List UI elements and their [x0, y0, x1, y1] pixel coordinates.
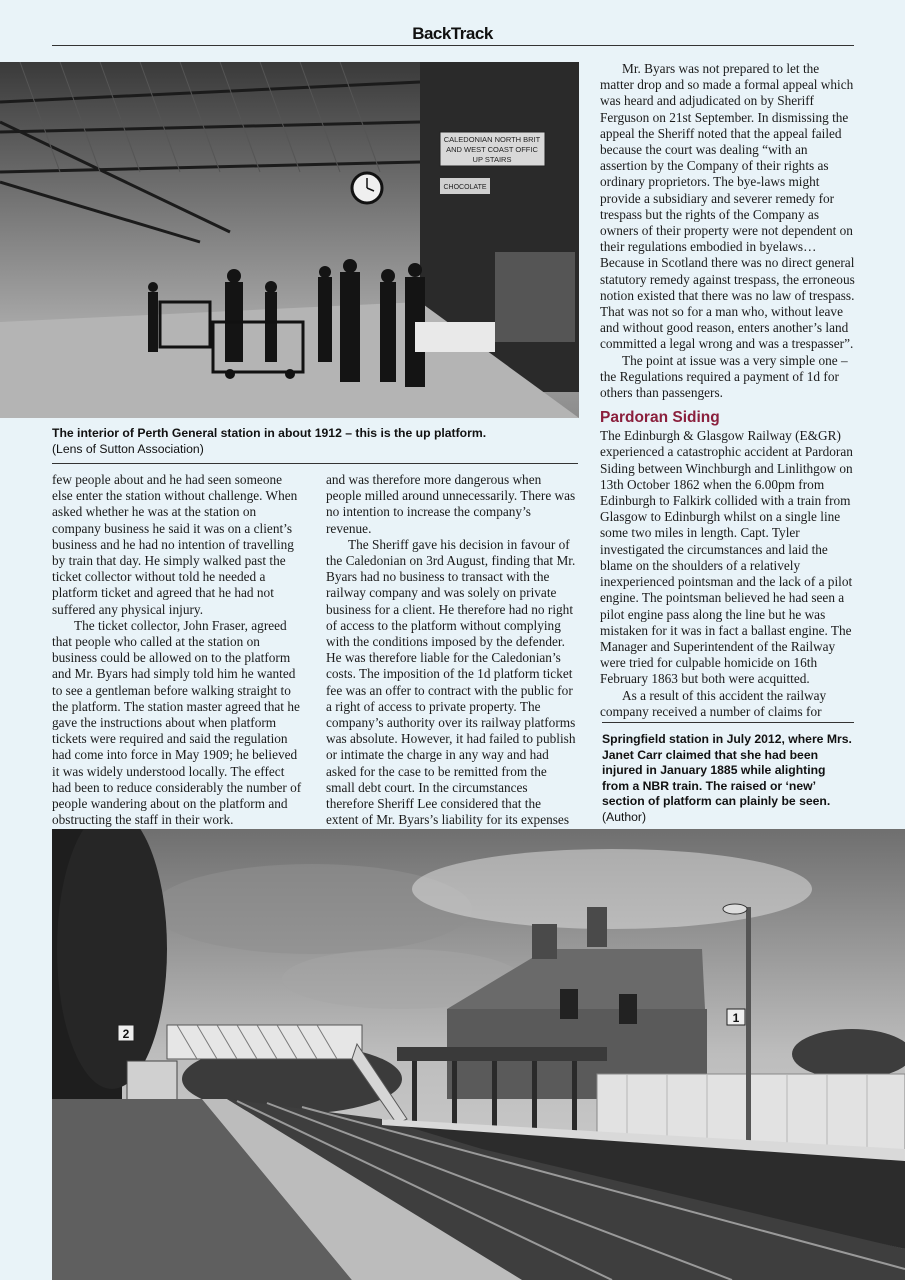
mid-para-1: and was therefore more dangerous when people milled around unnecessarily. There was no intention to increase the company’s revenue.: [326, 472, 576, 536]
mid-para-2: The Sheriff gave his decision in favour of the Caledonian on 3rd August, finding that Mr. Byars had no business to transact with the railway company and was solely on private business for a client. He therefore had no right of access to the platform without complying with the conditions imposed by the defender. He was therefore liable for the Caledonian’s costs. The imposition of the 1d platform ticket fee was an offer to contract with the public for a right of access to private property. The company’s authority over its railway platforms was absolute. However, it had failed to publish or intimate the charge in any way and had asked for the case to be remitted from the small debt court. In the circumstances therefore Sheriff Lee considered that the extent of Mr. Byars’s liability for its expenses: [326, 536, 576, 828]
caption-top-credit: (Lens of Sutton Association): [52, 441, 204, 456]
platform-number-2: 2: [122, 1027, 130, 1041]
photo-perth-station: [0, 62, 579, 418]
right-para-2: The point at issue was a very simple one – the Regulations required a payment of 1d for others than passengers.: [600, 352, 848, 401]
sign-line-3: UP STAIRS: [472, 155, 512, 164]
photo-springfield-station: [52, 829, 905, 1280]
column-right: [600, 61, 856, 720]
magazine-logo: BackTrack: [412, 24, 493, 43]
caption-top-text: The interior of Perth General station in about 1912 – this is the up platform.: [52, 426, 487, 440]
right-para-3: The Edinburgh & Glasgow Railway (E&GR) experienced a catastrophic accident at Pardoran Siding between Winchburgh and Linlithgow on 13th October 1862 when the 6.00pm from Edinburgh to Falkirk collided with a train from Glasgow to Edinburgh whilst on a single line some two miles in length. Capt. Tyler investigated the circumstances and laid the blame on the shoulders of a relatively inexperienced pointsman and the lack of a pilot engine. The pointsman believed he had seen a pilot engine pass along the line but he was mistaken for it was in fact a ballast engine. The Manager and Superintendent of the Railway were tried for culpable homicide on 16th February 1863 but both were acquitted.: [600, 428, 853, 687]
caption-bottom-credit: (Author): [602, 809, 647, 824]
sign-line-2: AND WEST COAST OFFIC: [446, 145, 538, 154]
kiosk-sign: CHOCOLATE: [443, 184, 487, 191]
right-para-4: As a result of this accident the railway company received a number of claims for: [600, 687, 827, 719]
caption-rule-bottom: [602, 722, 854, 723]
sign-line-1: CALEDONIAN NORTH BRIT: [443, 135, 541, 144]
caption-bottom-text: Springfield station in July 2012, where Mrs. Janet Carr claimed that she had been injured in January 1885 while alighting from a NBR train. The raised or ‘new’ section of platform can plainly be seen.: [602, 732, 852, 808]
caption-rule-top: [52, 463, 578, 464]
subhead-pardoran: Pardoran Siding: [600, 409, 720, 427]
left-para-1: few people about and he had seen someone else enter the station without challenge. When asked whether he was at the station on company business he said it was on a client’s business and he had no intention of travelling by train that day. He simply walked past the ticket collector without told he needed a platform ticket and agreed that he had not suffered any physical injury.: [52, 472, 298, 617]
left-para-2: The ticket collector, John Fraser, agreed that people who called at the station on business could be allowed on to the platform and Mr. Byars had simply told him he wanted to see a gentleman before walking straight to the platform. The station master agreed that he gave the instructions about when platform tickets were required and said the regulation had come into force in May 1909; he believed it was widely understood locally. The effect had been to reduce considerably the number of people wandering about on the platform and obstructing the staff in their work.: [52, 617, 302, 828]
header-rule: [52, 45, 854, 46]
right-para-1: Mr. Byars was not prepared to let the matter drop and so made a formal appeal which was heard and adjudicated on by Sheriff Ferguson on 21st September. In dismissing the appeal the Sheriff noted that the appeal failed because the court was dealing “with an assertion by the Company of their rights as ordinary proprietors. The bye-laws might provide a subsidiary and severer remedy for trespass but the rights of the Company as owners of their property were not dependent on their regulations embodied in byelaws…Because in Scotland there was no direct general statutory remedy against trespass, the erroneous notion existed that there was no law of trespass. That was not so for a man who, without leave and without good reason, enters another’s land committed a legal wrong and was a trespasser”.: [600, 61, 855, 352]
caption-bottom: [602, 732, 854, 825]
caption-top: [52, 426, 578, 457]
column-middle: [326, 472, 576, 845]
column-left: [52, 472, 302, 845]
platform-number-1: 1: [732, 1011, 740, 1025]
